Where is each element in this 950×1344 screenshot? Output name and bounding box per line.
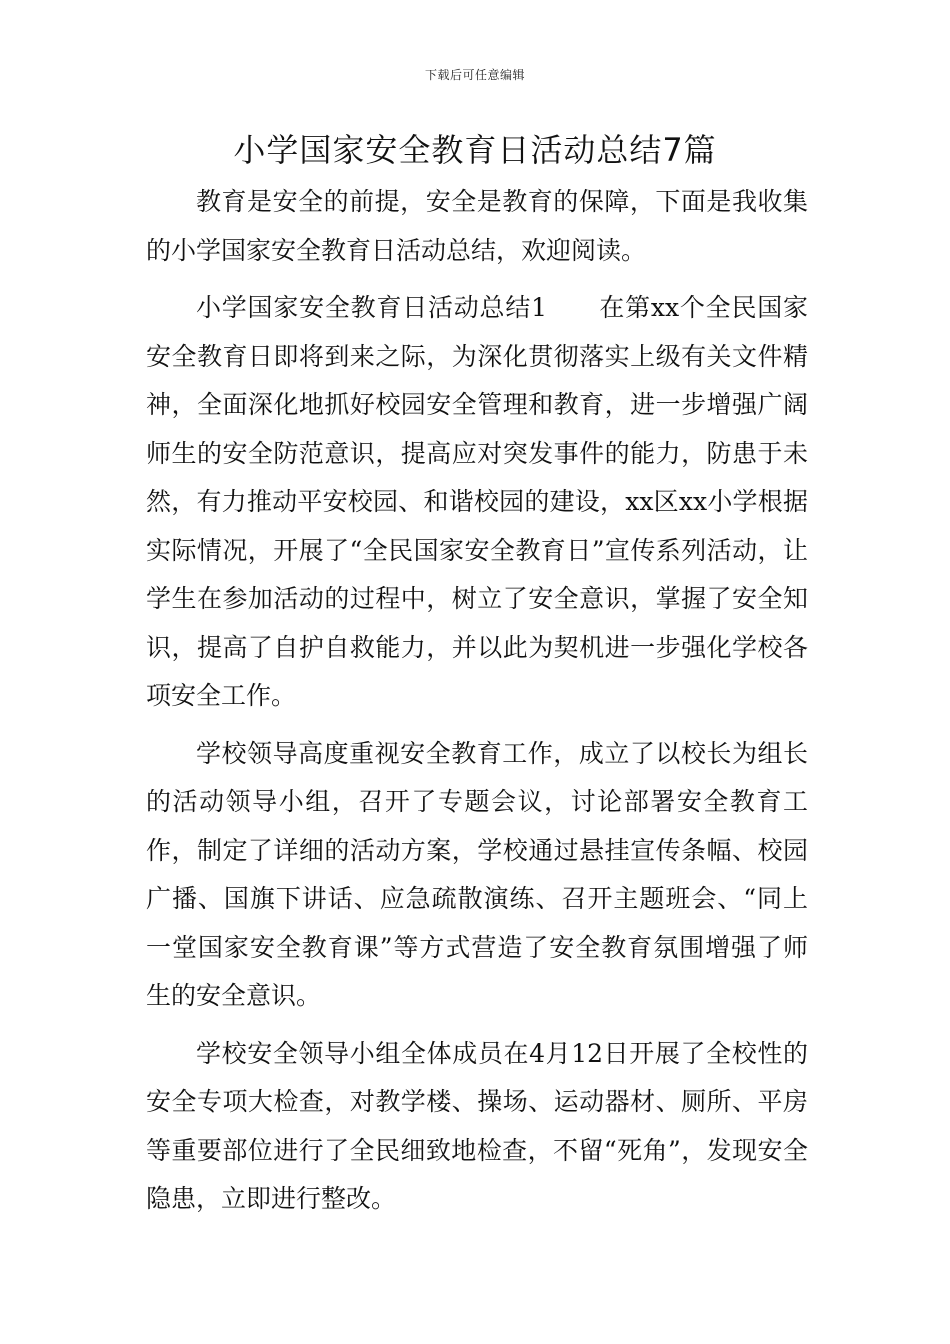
paragraph-leadership: 学校领导高度重视安全教育工作，成立了以校长为组长的活动领导小组，召开了专题会议，讨论部署安全教育工作，制定了详细的活动方案，学校通过悬挂宣传条幅、校园广播、国旗下讲话、应急疏散演练、召开主题班会、“同上一堂国家安全教育课”等方式营造了安全教育氛围增强了师生的安全意识。 [146, 738, 808, 1010]
document-title: 小学国家安全教育日活动总结7篇 [233, 131, 717, 169]
paragraph-intro: 教育是安全的前提，安全是教育的保障，下面是我收集的小学国家安全教育日活动总结，欢迎阅读。 [146, 187, 808, 265]
document-body [146, 178, 808, 1233]
paragraph-summary-1: 小学国家安全教育日活动总结1 在第xx个全民国家安全教育日即将到来之际，为深化贯彻落实上级有关文件精神，全面深化地抓好校园安全管理和教育，进一步增强广阔师生的安全防范意识，提高应对突发事件的能力，防患于未然，有力推动平安校园、和谐校园的建设，xx区xx小学根据实际情况，开展了“全民国家安全教育日”宣传系列活动，让学生在参加活动的过程中，树立了安全意识，掌握了安全知识，提高了自护自救能力，并以此为契机进一步强化学校各项安全工作。 [146, 293, 808, 710]
header-note: 下载后可任意编辑 [424, 68, 525, 82]
paragraph-inspection: 学校安全领导小组全体成员在4月12日开展了全校性的安全专项大检查，对教学楼、操场、运动器材、厕所、平房等重要部位进行了全民细致地检查，不留“死角”，发现安全隐患，立即进行整改。 [146, 1038, 808, 1213]
